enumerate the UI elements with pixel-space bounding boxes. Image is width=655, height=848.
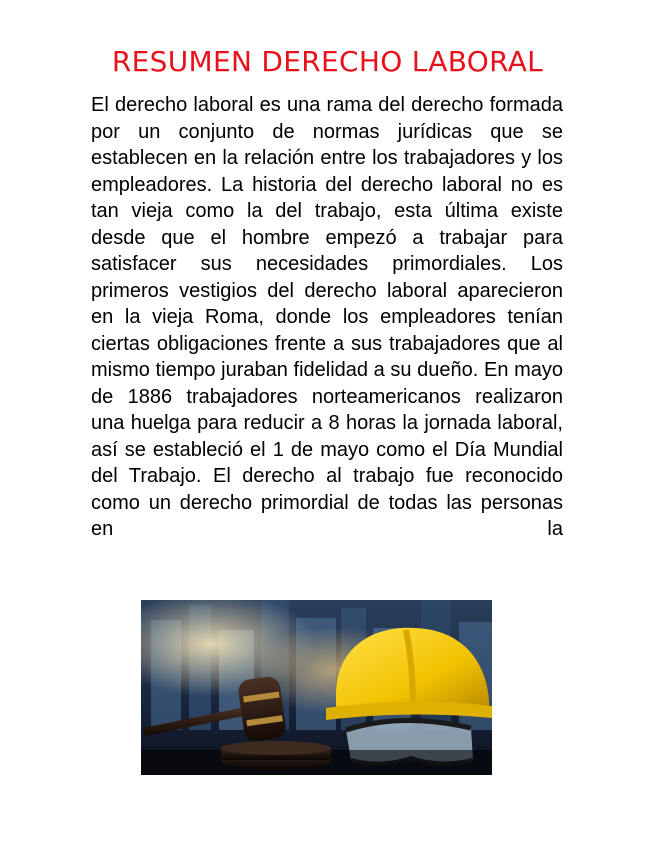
document-title: RESUMEN DERECHO LABORAL	[111, 45, 544, 78]
labor-law-photo	[141, 600, 492, 775]
body-paragraph: El derecho laboral es una rama del derecho formada por un conjunto de normas jurídicas que se establecen en la relación entre los trabajadores y los empleadores. La historia del derecho laboral no es tan vieja como la del trabajo, esta última existe desde que el hombre empezó a trabajar para satisfacer sus necesidades primordiales. Los primeros vestigios del derecho laboral aparecieron en la vieja Roma, donde los empleadores tenían ciertas obligaciones frente a sus trabajadores que al mismo tiempo juraban fidelidad a su dueño. En mayo de 1886 trabajadores norteamericanos realizaron una huelga para reducir a 8 horas la jornada laboral, así se estableció el 1 de mayo como el Día Mundial del Trabajo. El derecho al trabajo fue reconocido como un derecho primordial de todas las personas en la	[91, 94, 563, 540]
safety-goggles-icon	[331, 720, 492, 775]
